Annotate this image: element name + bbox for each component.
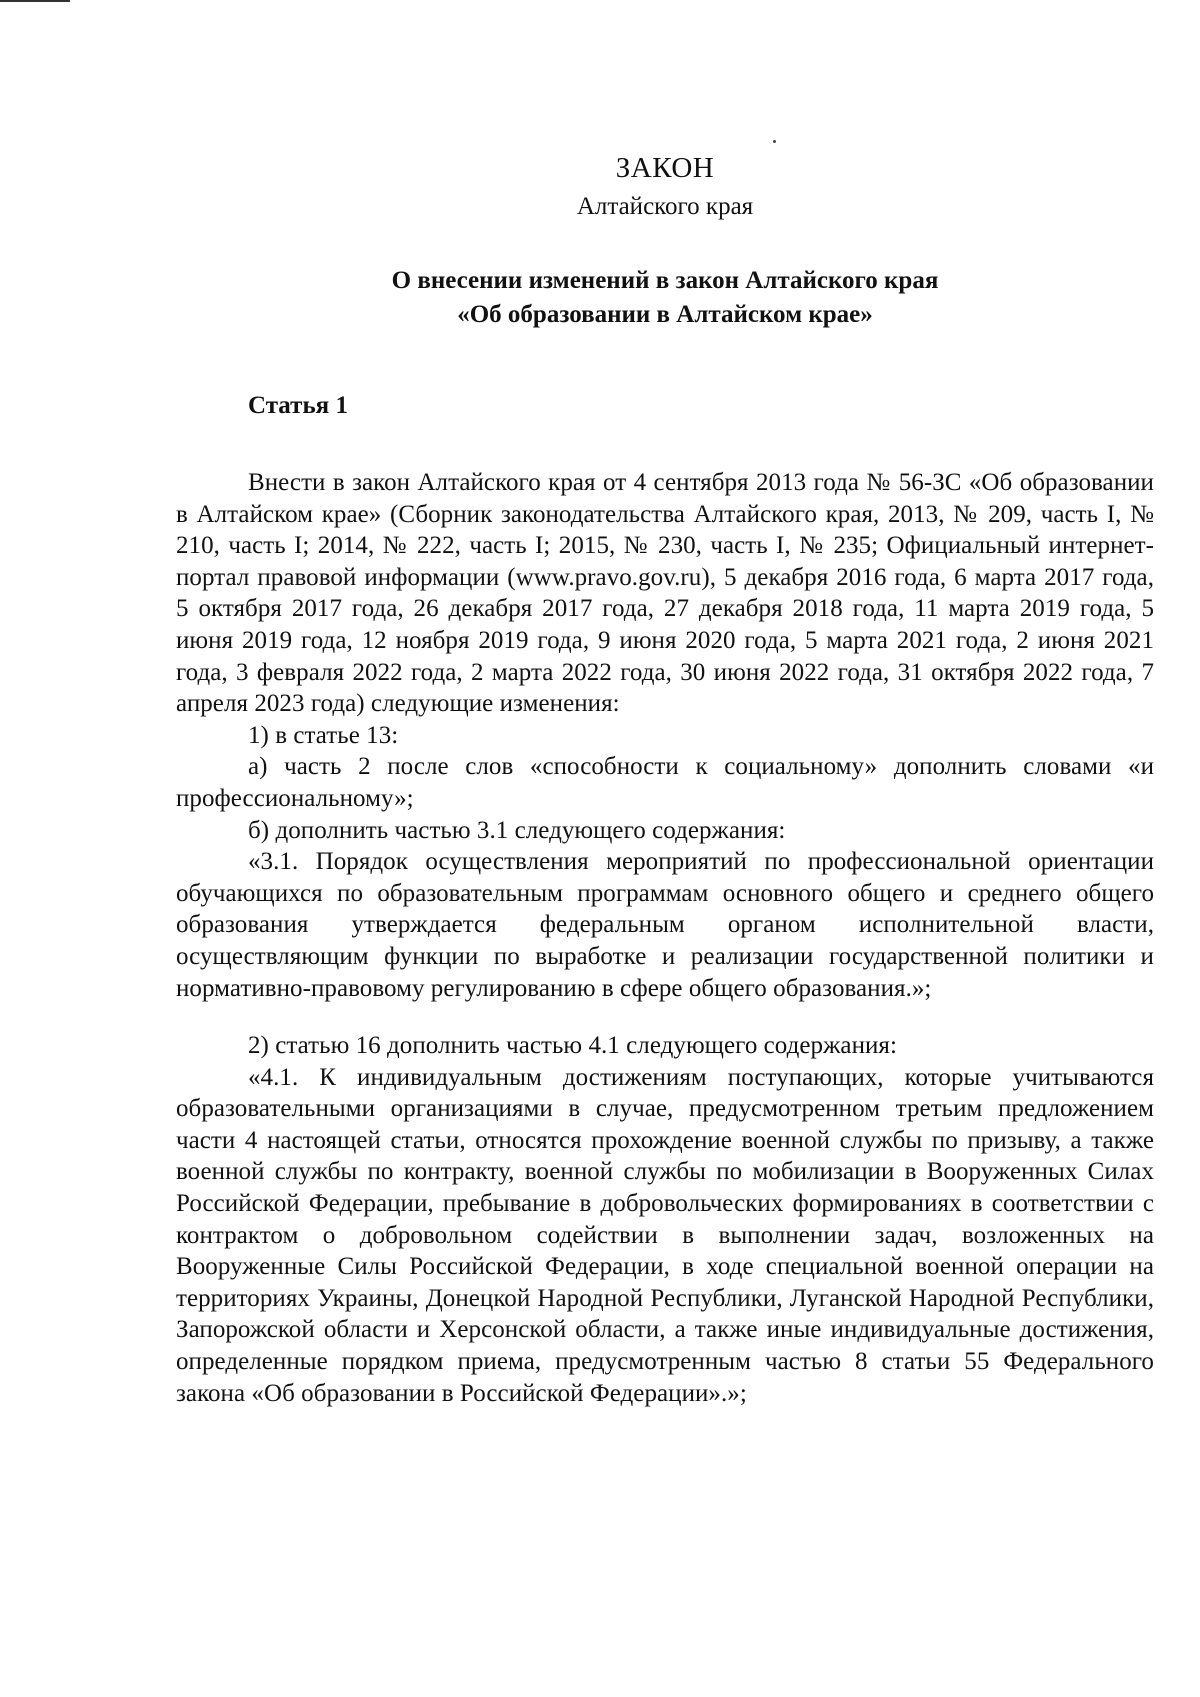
article-title: Статья 1 xyxy=(248,392,348,419)
paragraph-item-2: 2) статью 16 дополнить частью 4.1 следующего содержания: xyxy=(248,1032,897,1060)
document-page xyxy=(176,150,1154,1409)
law-subtitle: Алтайского края xyxy=(576,193,754,220)
law-title: ЗАКОН xyxy=(615,152,715,184)
law-heading xyxy=(176,264,1154,332)
paragraph-amendment-intro: Внести в закон Алтайского края от 4 сентября 2013 года № 56-ЗС «Об образовании в Алтайском крае» (Сборник законодательства Алтайского края, 2013, № 209, часть I, № 210, часть I; 2014, № 222, часть I; 2015, № 230, часть I, № 235; Официальный интернет-портал правовой информации (www.pravo.gov.ru), 5 декабря 2016 года, 6 марта 2017 года, 5 октября 2017 года, 26 декабря 2017 года, 27 декабря 2018 года, 11 марта 2019 года, 5 июня 2019 года, 12 ноября 2019 года, 9 июня 2020 года, 5 марта 2021 года, 2 июня 2021 года, 3 февраля 2022 года, 2 марта 2022 года, 30 июня 2022 года, 31 октября 2022 года, 7 апреля 2023 года) следующие изменения: xyxy=(176,469,1154,718)
scan-edge-mark xyxy=(0,0,70,2)
paragraph-item-1b: б) дополнить частью 3.1 следующего содержания: xyxy=(248,816,786,844)
paragraph-item-1a: а) часть 2 после слов «способности к социальному» дополнить словами «и профессиональному»; xyxy=(176,753,1154,812)
law-heading-line-1: О внесении изменений в закон Алтайского края xyxy=(391,267,939,294)
article-body xyxy=(176,467,1154,1409)
law-heading-line-2: «Об образовании в Алтайском крае» xyxy=(457,301,873,328)
paragraph-item-1: 1) в статье 13: xyxy=(248,721,399,749)
document-header xyxy=(176,150,1154,332)
paragraph-part-3-1: «3.1. Порядок осуществления мероприятий по профессиональной ориентации обучающихся по образовательным программам основного общего и среднего общего образования утверждается федеральным органом исполнительной власти, осуществляющим функции по выработке и реализации государственной политики и нормативно-правовому регулированию в сфере общего образования.»; xyxy=(176,848,1154,1002)
paragraph-part-4-1: «4.1. К индивидуальным достижениям поступающих, которые учитываются образовательными организациями в случае, предусмотренном третьим предложением части 4 настоящей статьи, относятся прохождение военной службы по призыву, а также военной службы по контракту, военной службы по мобилизации в Вооруженных Силах Российской Федерации, пребывание в добровольческих формированиях в соответствии с контрактом о добровольном содействии в выполнении задач, возложенных на Вооруженные Силы Российской Федерации, в ходе специальной военной операции на территориях Украины, Донецкой Народной Республики, Луганской Народной Республики, Запорожской области и Херсонской области, а также иные индивидуальные достижения, определенные порядком приема, предусмотренным частью 8 статьи 55 Федерального закона «Об образовании в Российской Федерации».»; xyxy=(176,1063,1154,1407)
scan-speck xyxy=(773,140,776,143)
